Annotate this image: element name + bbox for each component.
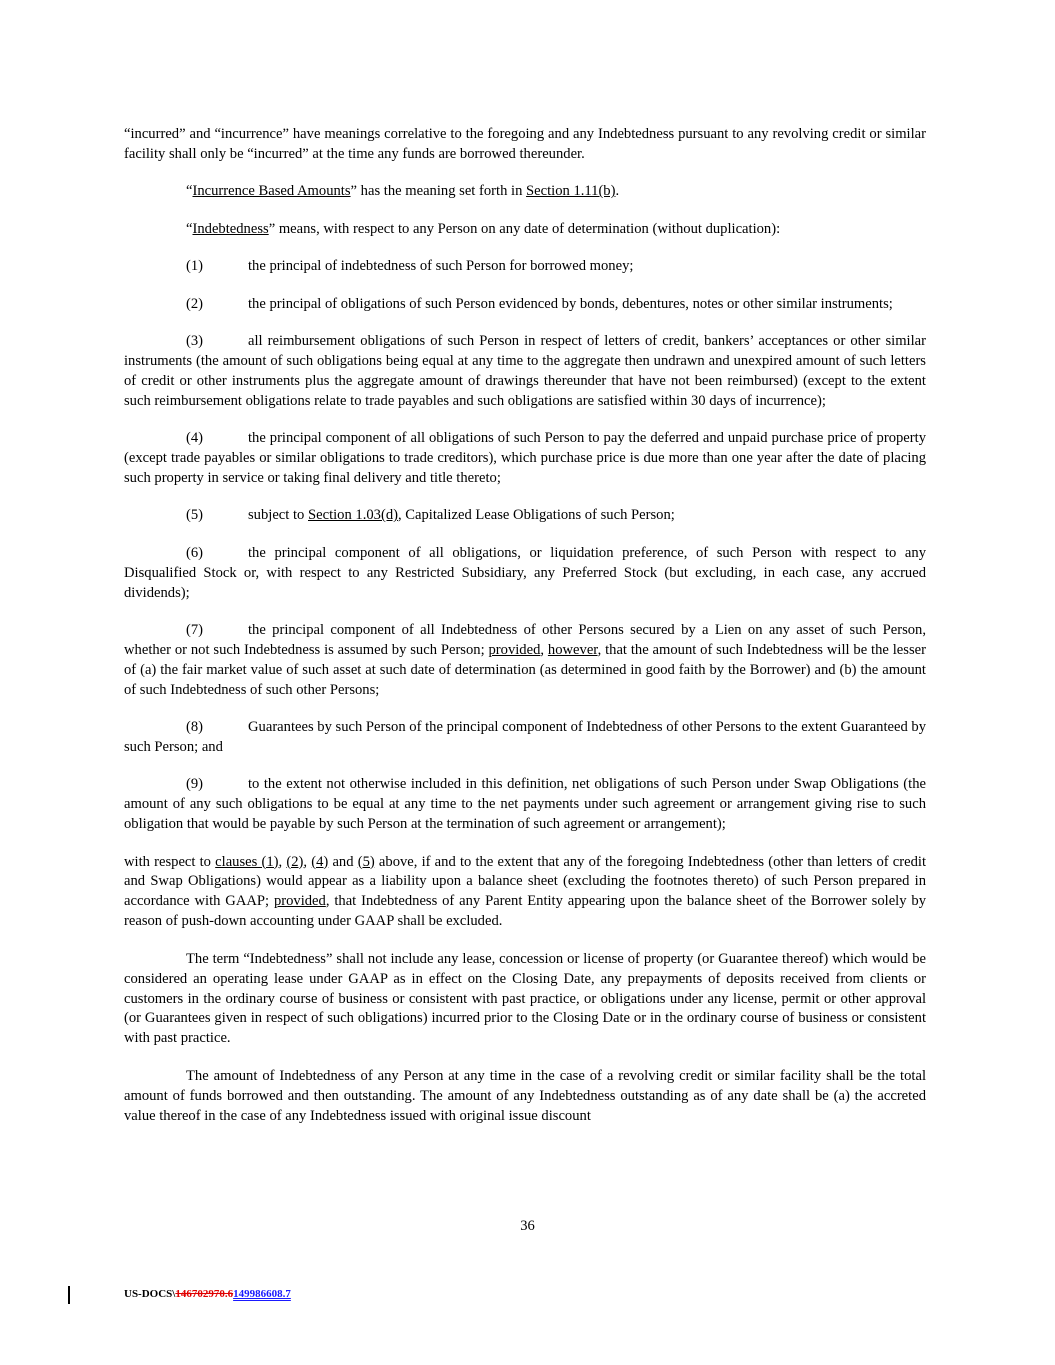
- text: .: [615, 183, 620, 200]
- document-id-footer: [124, 1288, 291, 1300]
- text: ” has the meaning set forth in: [350, 183, 527, 200]
- clause-text: , Capitalized Lease Obligations of such Person;: [397, 507, 675, 524]
- inserted-doc-number: 149986608.7: [233, 1288, 291, 1300]
- clause-reference: clauses (1): [215, 853, 279, 870]
- text: The term “Indebtedness” shall not include any lease, concession or license of property (or Guarantee thereof) which would be considered an operating lease under GAAP as in effect on the Closing Date, any prepayments of deposits received from clients or customers in the ordinary course of business or consistent with past practice, or obligations under any license, permit or other approval (or Guarantees given in respect of such obligations) incurred prior to the Closing Date or in the ordinary course of business or consistent with past practice.: [124, 950, 926, 1047]
- clause-number: (3): [186, 332, 204, 349]
- clause-text: the principal component of all obligations, or liquidation preference, of such Person with respect to any Disqualified Stock or, with respect to any Restricted Subsidiary, any Preferred Stock (but excluding, in each case, any accrued dividends);: [124, 544, 926, 601]
- clause-3: [124, 332, 926, 412]
- clause-text: the principal component of all Indebtedness of other Persons secured by a Lien on any asset of such Person, whether or not such Indebtedness is assumed by such Person;: [124, 621, 926, 658]
- clause-text: all reimbursement obligations of such Person in respect of letters of credit, bankers’ acceptances or other similar instruments (the amount of such obligations being equal at any time to the aggregate then undrawn and unexpired amount of such letters of credit or other instruments plus the aggregate amount of drawings thereunder that have not been reimbursed) (except to the extent such reimbursement obligations relate to trade payables and such obligations are satisfied within 30 days of incurrence);: [124, 332, 926, 409]
- clause-text: the principal of indebtedness of such Person for borrowed money;: [248, 258, 634, 275]
- clause-number: (5): [186, 507, 204, 524]
- definition-incurrence-based-amounts: [124, 182, 926, 202]
- clause-number: (1): [186, 258, 204, 275]
- clause-text: Guarantees by such Person of the principal component of Indebtedness of other Persons to the extent Guaranteed by such Person; and: [124, 719, 927, 755]
- clause-1: [124, 257, 926, 277]
- clause-number: (9): [186, 776, 204, 793]
- clause-6: [124, 544, 926, 604]
- paragraph-amount: [124, 1067, 926, 1127]
- clause-7: [124, 621, 926, 701]
- underlined-term: provided: [273, 893, 326, 910]
- text: with respect to: [124, 853, 216, 870]
- deleted-doc-number: 146702970.6: [175, 1288, 234, 1300]
- clause-text: , that the amount of such Indebtedness will be the lesser of (a) the fair market value of such asset at such date of determination (as determined in good faith by the Borrower) and (b) the amount of such Indebtedness of such other Persons;: [124, 641, 926, 698]
- clause-number: (8): [186, 719, 204, 736]
- definition-indebtedness: [124, 220, 926, 240]
- text: above, if and to the extent that any of the foregoing Indebtedness (other than letters of credit and Swap Obligations) would appear as a liability upon a balance sheet (excluding the footnotes thereto) of such Person prepared in accordance with GAAP;: [124, 853, 927, 910]
- clause-text: the principal of obligations of such Person evidenced by bonds, debentures, notes or other similar instruments;: [248, 295, 893, 312]
- clause-reference: (2): [286, 853, 304, 870]
- clause-reference: (4): [311, 853, 329, 870]
- text: The amount of Indebtedness of any Person at any time in the case of a revolving credit or similar facility shall be the total amount of funds borrowed and then outstanding. The amount of any Indebtedness outstanding as of any date shall be (a) the accreted value thereof in the case of any Indebtedness issued with original issue discount: [124, 1067, 926, 1124]
- underlined-term: provided: [488, 641, 541, 658]
- text: ,: [278, 853, 287, 870]
- underlined-term: however: [547, 641, 598, 658]
- clause-text: the principal component of all obligations of such Person to pay the deferred and unpaid purchase price of property (except trade payables or similar obligations to trade creditors), which purchase price is due more than one year after the date of placing such property in service or taking final delivery and title thereto;: [124, 430, 926, 486]
- section-reference: Section 1.11(b): [526, 183, 616, 200]
- page-number: 36: [520, 1218, 535, 1234]
- clause-2: [124, 295, 926, 315]
- clause-number: (4): [186, 430, 204, 447]
- clause-text: to the extent not otherwise included in this definition, net obligations of such Person under Swap Obligations (the amount of any such obligations to be equal at any time to the net payments under such agreement or arrangement giving rise to such obligation that would be payable by such Person at the termination of such agreement or arrangement);: [124, 776, 926, 833]
- text: “: [186, 183, 193, 200]
- paragraph-clauses-qualifier: [124, 853, 926, 933]
- document-body: [124, 125, 926, 1144]
- clause-number: (6): [186, 544, 204, 561]
- clause-reference: (5): [357, 853, 375, 870]
- clause-number: (7): [186, 621, 204, 638]
- footer-prefix: US-DOCS\: [124, 1288, 176, 1300]
- change-bar: [68, 1286, 70, 1304]
- clause-8: [124, 718, 926, 758]
- paragraph-exclusions: [124, 950, 926, 1050]
- text: “: [186, 220, 193, 237]
- clause-5: [124, 506, 926, 526]
- clause-9: [124, 775, 926, 835]
- clause-text: ,: [540, 641, 548, 658]
- section-reference: Section 1.03(d): [308, 507, 398, 524]
- text: and: [328, 853, 358, 870]
- text: ” means, with respect to any Person on any date of determination (without duplication):: [268, 220, 781, 237]
- defined-term: Indebtedness: [192, 220, 269, 237]
- text: , that Indebtedness of any Parent Entity appearing upon the balance sheet of the Borrower solely by reason of push-down accounting under GAAP shall be excluded.: [124, 893, 926, 930]
- clause-number: (2): [186, 295, 204, 312]
- defined-term: Incurrence Based Amounts: [192, 183, 351, 200]
- text: “incurred” and “incurrence” have meanings correlative to the foregoing and any Indebtedness pursuant to any revolving credit or similar facility shall only be “incurred” at the time any funds are borrowed thereunder.: [124, 126, 926, 162]
- clause-text: subject to: [248, 507, 308, 524]
- paragraph-incurred: [124, 125, 926, 165]
- text: ,: [303, 853, 312, 870]
- clause-4: [124, 429, 926, 489]
